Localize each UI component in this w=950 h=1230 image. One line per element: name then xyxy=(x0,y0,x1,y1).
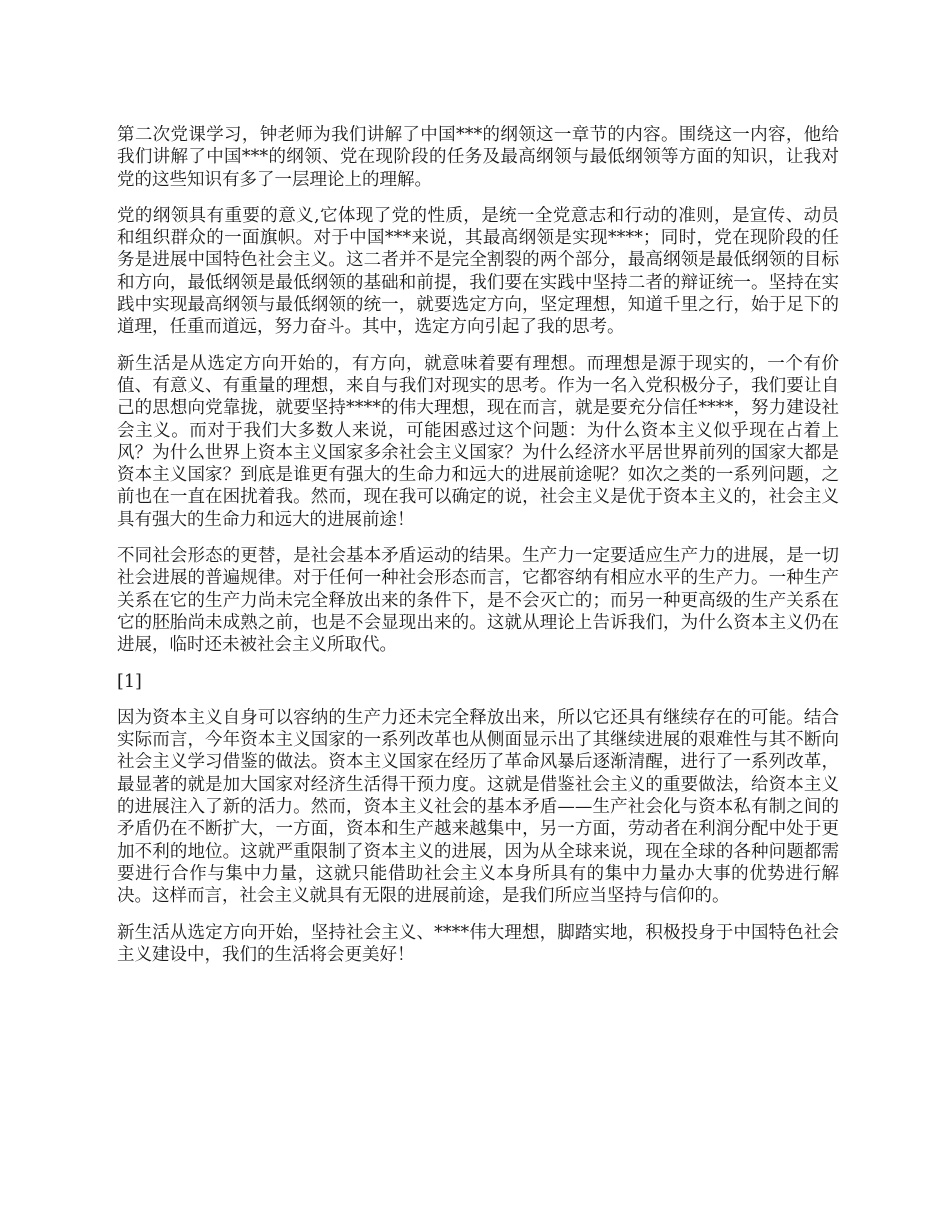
paragraph-program-meaning: 党的纲领具有重要的意义,它体现了党的性质，是统一全党意志和行动的准则，是宣传、动员和组织群众的一面旗帜。对于中国***来说，其最高纲领是实现****；同时，党在现阶段的任务是进展中国特色社会主义。这二者并不是完全割裂的两个部分，最高纲领是最低纲领的目标和方向，最低纲领是最低纲领的基础和前提，我们要在实践中坚持二者的辩证统一。坚持在实践中实现最高纲领与最低纲领的统一，就要选定方向，坚定理想，知道千里之行，始于足下的道理，任重而道远，努力奋斗。其中，选定方向引起了我的思考。 xyxy=(117,205,839,338)
document-body xyxy=(117,124,839,980)
paragraph-conclusion: 新生活从选定方向开始，坚持社会主义、****伟大理想，脚踏实地，积极投身于中国特色社会主义建设中，我们的生活将会更美好！ xyxy=(117,922,839,965)
paragraph-social-forms: 不同社会形态的更替，是社会基本矛盾运动的结果。生产力一定要适应生产力的进展，是一切社会进展的普遍规律。对于任何一种社会形态而言，它都容纳有相应水平的生产力。一种生产关系在它的生产力尚未完全释放出来的条件下，是不会灭亡的；而另一种更高级的生产关系在它的胚胎尚未成熟之前，也是不会显现出来的。这就从理论上告诉我们，为什么资本主义仍在进展，临时还未被社会主义所取代。 xyxy=(117,546,839,656)
paragraph-new-life-direction: 新生活是从选定方向开始的，有方向，就意味着要有理想。而理想是源于现实的，一个有价值、有意义、有重量的理想，来自与我们对现实的思考。作为一名入党积极分子，我们要让自己的思想向党靠拢，就要坚持****的伟大理想，现在而言，就是要充分信任****，努力建设社会主义。而对于我们大多数人来说，可能困惑过这个问题：为什么资本主义似乎现在占着上风？为什么世界上资本主义国家多余社会主义国家？为什么经济水平居世界前列的国家大都是资本主义国家？到底是谁更有强大的生命力和远大的进展前途呢？如次之类的一系列问题，之前也在一直在困扰着我。然而，现在我可以确定的说，社会主义是优于资本主义的，社会主义具有强大的生命力和远大的进展前途！ xyxy=(117,353,839,530)
paragraph-intro: 第二次党课学习，钟老师为我们讲解了中国***的纲领这一章节的内容。围绕这一内容，他给我们讲解了中国***的纲领、党在现阶段的任务及最高纲领与最低纲领等方面的知识，让我对党的这些知识有多了一层理论上的理解。 xyxy=(117,125,839,190)
footnote-reference: [1] xyxy=(117,671,142,692)
paragraph-capitalism-analysis: 因为资本主义自身可以容纳的生产力还未完全释放出来，所以它还具有继续存在的可能。结合实际而言，今年资本主义国家的一系列改革也从侧面显示出了其继续进展的艰难性与其不断向社会主义学习借鉴的做法。资本主义国家在经历了革命风暴后逐渐清醒，进行了一系列改革，最显著的就是加大国家对经济生活得干预力度。这就是借鉴社会主义的重要做法，给资本主义的进展注入了新的活力。然而，资本主义社会的基本矛盾——生产社会化与资本私有制之间的矛盾仍在不断扩大，一方面，资本和生产越来越集中，另一方面，劳动者在利润分配中处于更加不利的地位。这就严重限制了资本主义的进展，因为从全球来说，现在全球的各种问题都需要进行合作与集中力量，这就只能借助社会主义本身所具有的集中力量办大事的优势进行解决。这样而言，社会主义就具有无限的进展前途，是我们所应当坚持与信仰的。 xyxy=(117,707,839,907)
